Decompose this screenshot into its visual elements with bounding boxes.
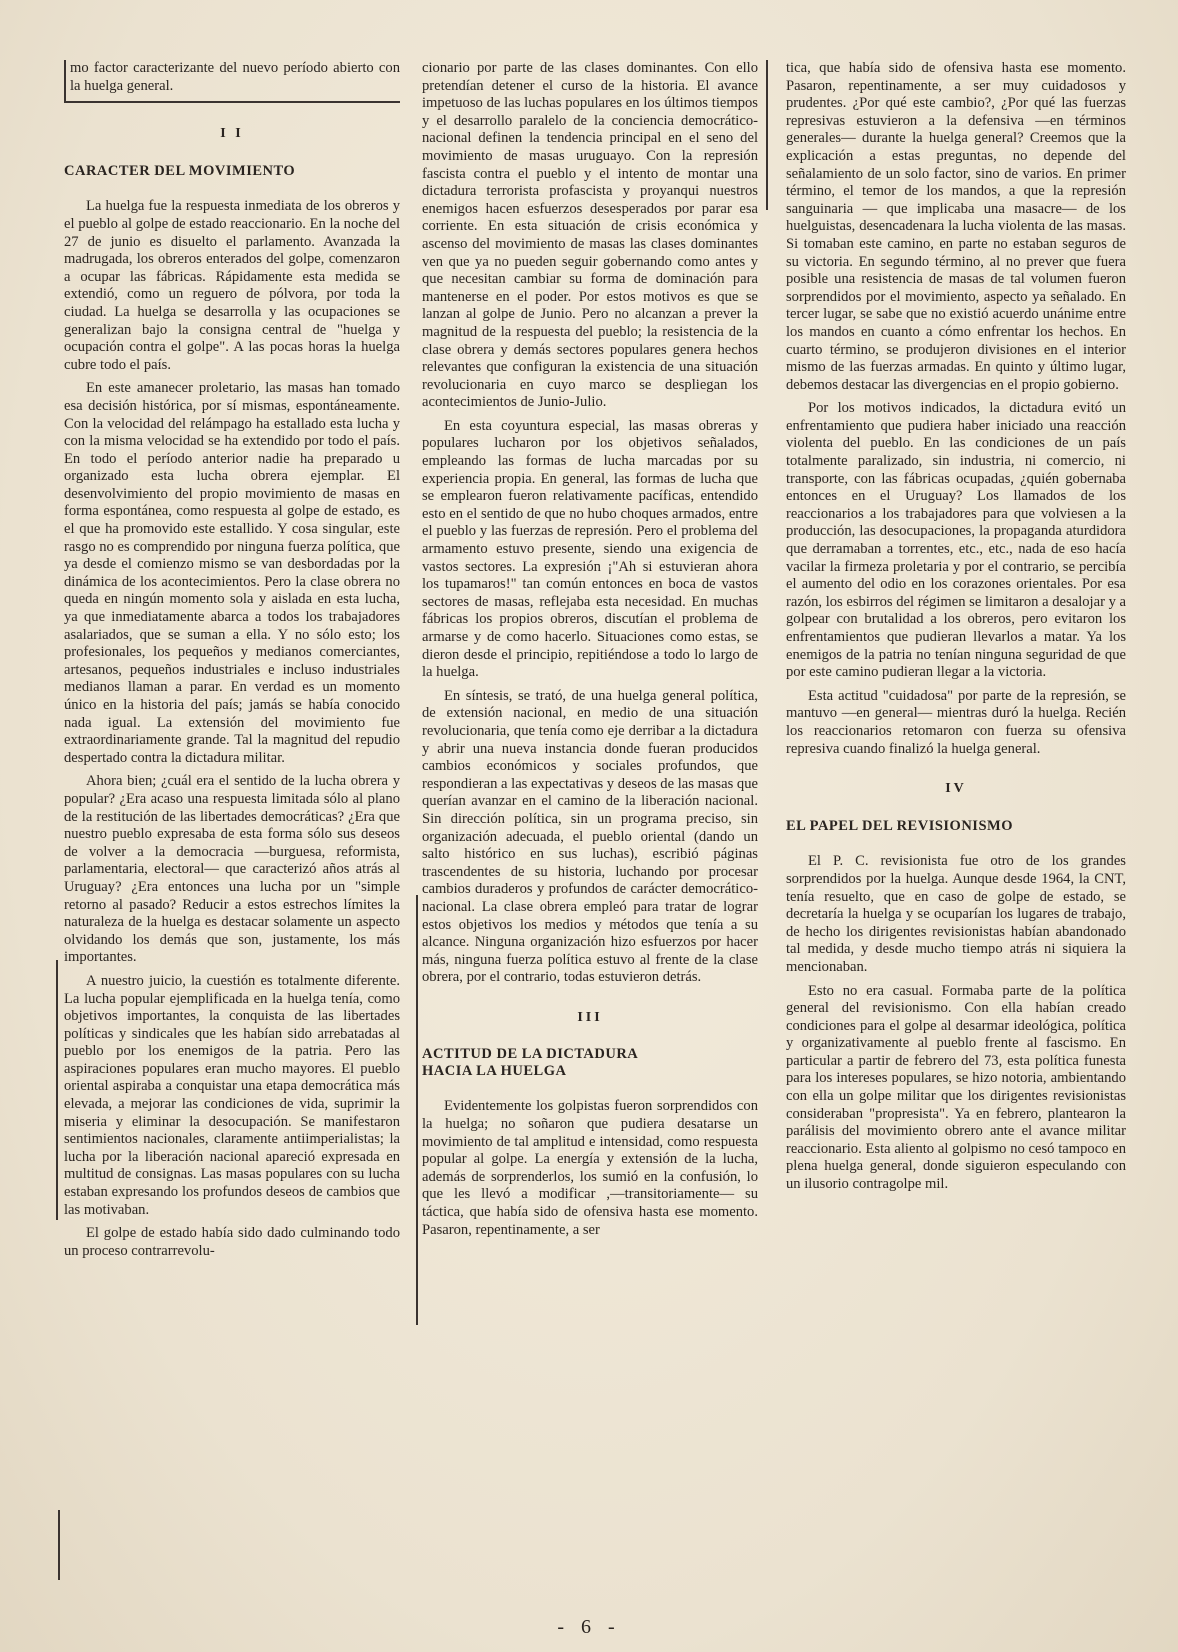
section-heading-caracter: CARACTER DEL MOVIMIENTO bbox=[64, 162, 296, 179]
opening-text: mo factor caracterizante del nuevo período abierto con la huelga general. bbox=[70, 60, 400, 94]
margin-mark-middle bbox=[766, 60, 768, 210]
paragraph: La huelga fue la respuesta inmediata de los obreros y el pueblo al golpe de estado reaccionario. En la noche del 27 de junio es disuelto el parlamento. Avanzada la madrugada, los obreros enterados del golpe, comenzaron a ocupar las fábricas. Rápidamente esta medida se extendió, como un reguero de pólvora, por toda la ciudad. La huelga se desarrolla y las ocupaciones se generalizan bajo la consigna central de "huelga y ocupación contra el golpe". A las pocas horas la huelga cubre todo el país. bbox=[64, 198, 400, 373]
section-numeral-3: III bbox=[577, 1009, 603, 1025]
paragraph: tica, que había sido de ofensiva hasta ese momento. Pasaron, repentinamente, a ser muy cuidadosos y prudentes. ¿Por qué este cambio?, ¿Por qué las fuerzas represivas estuvieron a la defensiva —en términos generales— durante la huelga general? Creemos que la explicación a estas preguntas, no depende del señalamiento de un solo factor, sino de varios. En primer término, el temor de los mandos, a que la represión sanguinaria — que implicaba una masacre— de los huelguistas, desencadenara la lucha violenta de las masas. Si tomaban este camino, en parte no estaban seguros de su victoria. En segundo término, al no prever que fuera posible una resistencia de masas de tal volumen fueron sorprendidos por el movimiento, aspecto ya señalado. En tercer lugar, se sabe que no existió acuerdo unánime entre los mandos en cuanto a cómo enfrentar los hechos. En cuarto término, se produjeron divisiones en el interior mismo de las fuerzas armadas. En quinto y último lugar, debemos destacar las divergencias en el propio gobierno. bbox=[786, 60, 1126, 393]
paragraph: Esta actitud "cuidadosa" por parte de la represión, se mantuvo —en general— mientras duró la huelga. Recién los reaccionarios retomaron con fuerza su ofensiva represiva cuando finalizó la huelga general. bbox=[786, 687, 1126, 757]
heading-line: ACTITUD DE LA DICTADURA bbox=[422, 1046, 639, 1063]
paragraph: El P. C. revisionista fue otro de los grandes sorprendidos por la huelga. Aunque desde 1964, la CNT, tenía resuelto, que en caso de golpe de estado, se decretaría la huelga y se ocuparían los lugares de trabajo, de hecho los dirigentes revisionistas habían abandonado tal medida, y desde mucho tiempo atrás ni siquiera la mencionaban. bbox=[786, 853, 1126, 975]
column-2 bbox=[422, 60, 758, 1245]
section-numeral-2: I I bbox=[220, 126, 244, 142]
paragraph: En este amanecer proletario, las masas han tomado esa decisión histórica, por sí mismas, espontáneamente. Con la velocidad del relámpago ha estallado esta lucha y con la misma velocidad se ha extendido por todo el país. En todo el período anterior nadie ha preparado u organizado esta lucha obrera ejemplar. El desenvolvimiento del propio movimiento de masas en forma espontánea, como respuesta al golpe de estado, es el que ha promovido este estallido. Y cosa singular, este rasgo no es comprendido por ninguna fuerza política, que ya desde el comienzo mismo se van desbordadas por la dinámica de los acontecimientos. Pero la clase obrera no queda en ningún momento sola y aislada en esta lucha, ya que inmediatamente abarca a todos los trabajadores asalariados, que se suman a ella. Y no sólo esto; los profesionales, los pequeños y medianos comerciantes, artesanos, pequeños industriales e incluso industriales medianos llaman a parar. En verdad es un momento único en la historia del país; jamás se había conocido nada igual. La extensión del movimiento fue extraordinariamente grande. Tal la magnitud del repudio despertado contra la dictadura militar. bbox=[64, 380, 400, 766]
margin-mark-left bbox=[58, 1510, 60, 1580]
paragraph: Ahora bien; ¿cuál era el sentido de la lucha obrera y popular? ¿Era acaso una respuesta limitada sólo al plano de la restitución de las libertades democráticas? ¿Era que nuestro pueblo expresaba de esta forma sólo sus deseos de volver a la democracia —burguesa, reformista, parlamentaria, electoral— que caracterizó años atrás al Uruguay? ¿Era entonces una lucha por un "simple retorno al pasado? Reducir a estos estrechos límites la naturaleza de la huelga es destacar solamente un aspecto olvidando los demás que son, justamente, los más importantes. bbox=[64, 773, 400, 966]
section-heading-revisionismo: EL PAPEL DEL REVISIONISMO bbox=[786, 817, 1013, 834]
opening-fragment bbox=[64, 60, 400, 103]
paragraph: En síntesis, se trató, de una huelga general política, de extensión nacional, en medio de una situación revolucionaria, que tenía como eje derribar a la dictadura y abrir una nueva instancia donde fueran producidos cambios económicos y sociales profundos, que respondieran a las expectativas y deseos de las masas que querían avanzar en el camino de la liberación nacional. Sin dirección política, sin un programa preciso, sin organización adecuada, el pueblo oriental (dando un salto histórico en sus luchas), escribió páginas trascendentes de su historia, luchando por procesar cambios duraderos y profundos de carácter democrático-nacional. La clase obrera empleó para tratar de lograr estos objetivos los medios y métodos que tenía a su alcance. Ninguna organización hizo esfuerzos por hacer más, ninguna fuerza política estuvo al frente de la clase obrera, por el contrario, todas estuvieron detrás. bbox=[422, 687, 758, 986]
heading-line: HACIA LA HUELGA bbox=[422, 1063, 567, 1080]
column-1 bbox=[64, 60, 400, 1266]
margin-mark-middle bbox=[416, 895, 418, 1325]
paragraph: El golpe de estado había sido dado culminando todo un proceso contrarrevolu- bbox=[64, 1225, 400, 1259]
section-heading-actitud bbox=[422, 1046, 758, 1080]
page-number: - 6 - bbox=[557, 1616, 621, 1638]
paragraph: Por los motivos indicados, la dictadura evitó un enfrentamiento que pudiera haber iniciado una reacción violenta del pueblo. En las condiciones de un país totalmente paralizado, sin industria, ni comercio, ni transporte, con las fábricas ocupadas, ¿quién gobernaba entonces en el Uruguay? Los llamados de los reaccionarios a los trabajadores para que volviesen a la producción, las desocupaciones, la propaganda aturdidora que derramaban a torrentes, etc., etc., nada de eso hacía vacilar la firmeza proletaria y por el contrario, se percibía el aumento del odio en los corazones orientales. Por esa razón, los esbirros del régimen se limitaron a desalojar y a golpear con brutalidad a los obreros, pero evitaron los enfrentamientos que pudieran llevarlos a matar. Ya los enemigos de la patria no tenían ninguna seguridad de que por este camino pudieran llegar a la victoria. bbox=[786, 400, 1127, 681]
paragraph: A nuestro juicio, la cuestión es totalmente diferente. La lucha popular ejemplificada en la huelga tenía, como objetivos importantes, la conquista de las libertades políticas y sindicales que les habían sido arrebatadas al pueblo por los enemigos de la patria. Pero las aspiraciones populares eran mucho mayores. El pueblo oriental aspiraba a conquistar una etapa democrática más elevada, a mejorar las condiciones de vida, suprimir la miseria y eliminar la desocupación. Se manifestaron sentimientos nacionales, claramente antiimperialistas; la lucha por la liberación nacional apareció expresada en multitud de consignas. Las masas populares con su lucha estaban expresando los profundos deseos de cambios que las motivaban. bbox=[64, 972, 400, 1218]
column-3 bbox=[786, 60, 1126, 1200]
paragraph: Esto no era casual. Formaba parte de la política general del revisionismo. Con ella habían creado condiciones para el golpe al desarmar ideológica, política y organizativamente al pueblo frente al fascismo. En particular a partir de febrero del 73, esta política funesta para los intereses populares, se hizo notoria, ambientando con ella un golpe militar que los dirigentes revisionistas consideraban "propresista". Ya en febrero, plantearon la parálisis del movimiento obrero ante el avance militar reaccionario. Esta aliento al golpismo no cesó tampoco en plena huelga general, donde siguieron especulando con un ilusorio contragolpe mil. bbox=[786, 982, 1126, 1193]
section-numeral-4: IV bbox=[945, 781, 967, 797]
paragraph: Evidentemente los golpistas fueron sorprendidos con la huelga; no soñaron que pudiera desatarse un movimiento de tal amplitud e intensidad, como respuesta popular al golpe. La energía y extensión de la lucha, además de sorprenderlos, los sumió en la confusión, lo que les llevó a modificar ,—transitoriamente— su táctica, que había sido de ofensiva hasta ese momento. Pasaron, repentinamente, a ser bbox=[422, 1098, 758, 1238]
margin-mark-left bbox=[56, 960, 58, 1220]
paragraph: cionario por parte de las clases dominantes. Con ello pretendían detener el curso de la historia. El avance impetuoso de las luchas populares en los últimos tiempos y el desarrollo paralelo de la conciencia democrático-nacional definen la tendencia principal en el seno del movimiento de masas uruguayo. Con la represión fascista contra el pueblo y el intento de montar una dictadura terrorista profascista y proyanqui nuestros enemigos hacen esfuerzos desesperados por parar esa corriente. En esta situación de crisis económica y ascenso del movimiento de masas las clases dominantes ven que ya no pueden seguir gobernando como antes y que necesitan cambiar su forma de dominación para mantenerse en el poder. Por estos motivos es que se lanzan al golpe de Junio. Pero no alcanzan a prever la magnitud de la respuesta del pueblo; la resistencia de la clase obrera y demás sectores populares genera hechos relevantes que configuran la existencia de una situación revolucionaria en cuyo marco se despliegan los acontecimientos de Junio-Julio. bbox=[422, 60, 758, 411]
paragraph: En esta coyuntura especial, las masas obreras y populares lucharon por los objetivos señalados, empleando las formas de lucha marcadas por su experiencia propia. En general, las formas de lucha que se emplearon fueron relativamente pacíficas, entendido esto en el sentido de que no hubo choques armados, entre el pueblo y las fuerzas de represión. Pero el problema del armamento estuvo presente, siendo una exigencia de vastos sectores. La expresión ¡"Ah si estuvieran ahora los tupamaros!" tan común entonces en boca de vastos sectores de masas, reflejaba esta necesidad. En muchas fábricas los propios obreros, discutían el problema de armarse y de como hacerlo. Situaciones como estas, se dieron desde el principio, repitiéndose a todo lo largo de la huelga. bbox=[422, 417, 758, 681]
